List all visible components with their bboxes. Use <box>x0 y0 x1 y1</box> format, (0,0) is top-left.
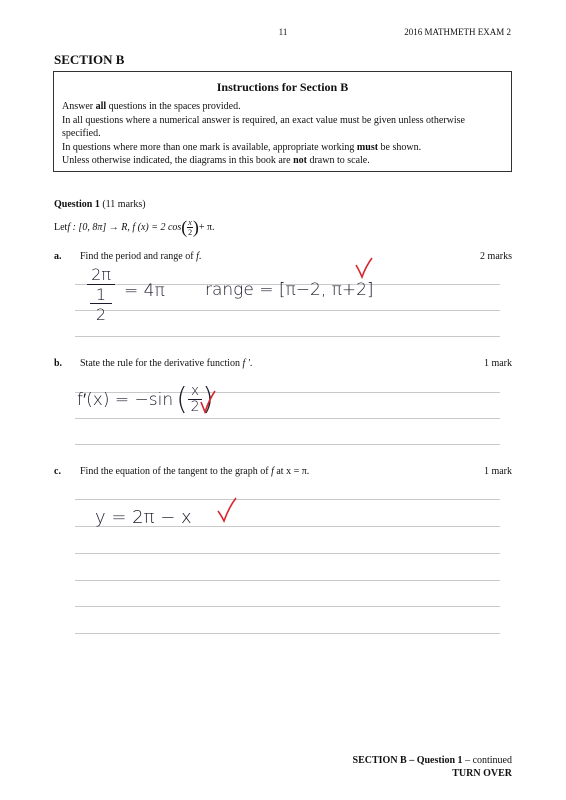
instruction-line-2: In all questions where a numerical answer is required, an exact value must be given unless otherwise specified. <box>62 114 465 139</box>
part-a-prompt: Find the period and range of f. <box>80 251 202 262</box>
handwritten-answer-a-period: = 4π <box>124 281 165 301</box>
answer-rule <box>75 633 500 634</box>
exam-title: 2016 MATHMETH EXAM 2 <box>404 27 511 37</box>
check-mark-icon <box>354 257 374 279</box>
footer-turn-over: TURN OVER <box>452 768 512 779</box>
part-b-marks: 1 mark <box>483 358 512 369</box>
handwritten-answer-c: y = 2π − x <box>95 507 192 528</box>
part-c-marks: 1 mark <box>483 466 512 477</box>
answer-rule <box>75 499 500 500</box>
answer-rule <box>75 606 500 607</box>
instructions-box <box>53 71 512 172</box>
answer-rule <box>75 336 500 337</box>
section-title: SECTION B <box>54 52 125 67</box>
page-number: 11 <box>278 27 288 37</box>
answer-rule <box>75 310 500 311</box>
handwritten-answer-a-fraction: 2π 1 2 <box>87 266 115 323</box>
instruction-line-4: Unless otherwise indicated, the diagrams in this book are not drawn to scale. <box>62 155 370 166</box>
part-c-prompt: Find the equation of the tangent to the graph of f at x = π. <box>80 466 310 477</box>
part-a: a. Find the period and range of f. 2 marks <box>54 251 512 262</box>
check-mark-icon <box>199 390 217 414</box>
answer-rule <box>75 444 500 445</box>
question-function-definition: Let f : [0, 8π] → R, f (x) = 2 cos ( $\frac{x}{2}$ ) + π. <box>54 217 215 237</box>
answer-rule <box>75 418 500 419</box>
footer-continued: SECTION B – Question 1 – continued <box>352 755 512 766</box>
fraction-x-over-2: $\frac{x}{2}$ <box>188 217 193 237</box>
handwritten-answer-b: f′(x) = −sin ( x 2 ) <box>77 381 214 417</box>
part-b: b. State the rule for the derivative function f ′. 1 mark <box>54 358 512 369</box>
answer-rule <box>75 580 500 581</box>
instruction-line-1: Answer all questions in the spaces provided. <box>62 101 241 112</box>
check-mark-icon <box>216 497 238 523</box>
instructions-title: Instructions for Section B <box>216 80 349 94</box>
part-a-marks: 2 marks <box>480 251 512 262</box>
part-b-prompt: State the rule for the derivative function f ′. <box>80 358 253 369</box>
answer-rule <box>75 553 500 554</box>
part-c: c. Find the equation of the tangent to the graph of f at x = π. 1 mark <box>54 466 512 477</box>
question-heading: Question 1 (11 marks) <box>54 199 146 210</box>
instruction-line-3: In questions where more than one mark is available, appropriate working must be shown. <box>62 141 422 153</box>
handwritten-answer-a-range: range = [π−2, π+2] <box>205 280 374 300</box>
